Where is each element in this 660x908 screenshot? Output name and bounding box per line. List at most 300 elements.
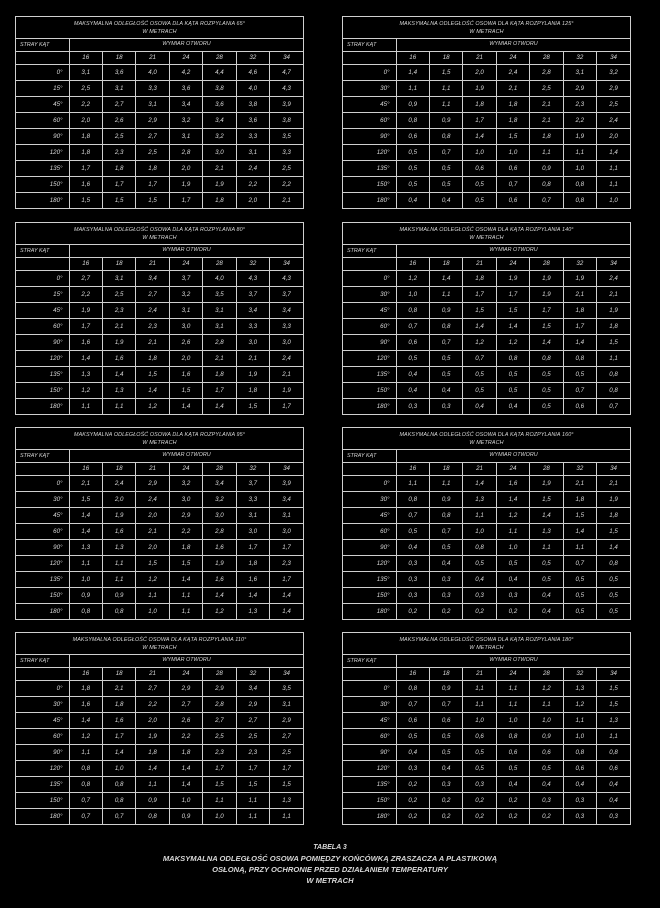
distance-cell: 1,9 bbox=[203, 177, 236, 193]
distance-cell: 2,4 bbox=[597, 271, 630, 287]
distance-cell: 0,5 bbox=[396, 145, 429, 161]
distance-cell: 0,8 bbox=[597, 556, 630, 572]
distance-cell: 3,0 bbox=[236, 524, 269, 540]
distance-cell: 3,1 bbox=[270, 697, 303, 713]
distance-cell: 1,8 bbox=[136, 745, 169, 761]
distance-cell: 2,8 bbox=[203, 524, 236, 540]
distance-cell: 0,4 bbox=[463, 572, 496, 588]
distance-cell: 1,2 bbox=[69, 729, 102, 745]
distance-cell: 1,5 bbox=[136, 193, 169, 209]
table-caption bbox=[40, 842, 620, 886]
distance-cell: 0,2 bbox=[463, 809, 496, 825]
table-row bbox=[343, 65, 630, 81]
distance-cell: 2,0 bbox=[69, 113, 102, 129]
distance-cell: 0,8 bbox=[396, 113, 429, 129]
distance-cell: 0,6 bbox=[463, 161, 496, 177]
distance-cell: 3,3 bbox=[236, 319, 269, 335]
angle-cell: 180° bbox=[343, 399, 396, 415]
distance-cell: 1,1 bbox=[563, 145, 596, 161]
table-title bbox=[16, 17, 303, 39]
distance-cell: 1,0 bbox=[563, 161, 596, 177]
distance-cell: 1,1 bbox=[530, 540, 563, 556]
table-row bbox=[343, 145, 630, 161]
distance-cell: 0,9 bbox=[396, 97, 429, 113]
size-cell: 21 bbox=[136, 463, 169, 476]
size-cell: 28 bbox=[530, 668, 563, 681]
distance-cell: 3,7 bbox=[270, 287, 303, 303]
distance-table-panel bbox=[15, 632, 304, 825]
distance-cell: 3,2 bbox=[169, 113, 202, 129]
table-row bbox=[16, 193, 303, 209]
angle-cell: 30° bbox=[343, 287, 396, 303]
distance-cell: 0,8 bbox=[396, 681, 429, 697]
distance-cell: 1,5 bbox=[102, 193, 135, 209]
table-header bbox=[343, 655, 630, 668]
distance-cell: 1,5 bbox=[136, 367, 169, 383]
distance-cell: 3,3 bbox=[236, 129, 269, 145]
distance-cell: 1,1 bbox=[69, 556, 102, 572]
table-row bbox=[343, 793, 630, 809]
table-row bbox=[16, 524, 303, 540]
distance-cell: 0,5 bbox=[530, 556, 563, 572]
distance-cell: 1,5 bbox=[530, 319, 563, 335]
angle-cell: 30° bbox=[16, 697, 69, 713]
table-row bbox=[16, 588, 303, 604]
distance-cell: 1,7 bbox=[463, 287, 496, 303]
distance-cell: 1,1 bbox=[496, 681, 529, 697]
angle-cell: 45° bbox=[16, 97, 69, 113]
distance-cell: 1,7 bbox=[69, 319, 102, 335]
distance-cell: 1,8 bbox=[203, 193, 236, 209]
distance-cell: 0,5 bbox=[429, 367, 462, 383]
distance-cell: 0,9 bbox=[429, 681, 462, 697]
distance-cell: 0,8 bbox=[396, 492, 429, 508]
distance-cell: 0,5 bbox=[429, 540, 462, 556]
angle-cell: 120° bbox=[16, 556, 69, 572]
table-row bbox=[343, 303, 630, 319]
distance-cell: 0,4 bbox=[530, 588, 563, 604]
distance-cell: 0,3 bbox=[563, 793, 596, 809]
distance-cell: 0,8 bbox=[563, 193, 596, 209]
table-row bbox=[343, 697, 630, 713]
table-row bbox=[16, 572, 303, 588]
distance-cell: 1,4 bbox=[236, 588, 269, 604]
distance-cell: 1,1 bbox=[236, 809, 269, 825]
distance-cell: 0,4 bbox=[597, 777, 630, 793]
size-cell: 16 bbox=[69, 668, 102, 681]
distance-cell: 2,2 bbox=[563, 113, 596, 129]
distance-cell: 2,9 bbox=[597, 81, 630, 97]
angle-cell: 0° bbox=[343, 65, 396, 81]
angle-cell: 150° bbox=[16, 383, 69, 399]
distance-table bbox=[343, 52, 630, 208]
distance-cell: 2,7 bbox=[236, 713, 269, 729]
distance-cell: 0,5 bbox=[463, 745, 496, 761]
distance-table-panel bbox=[15, 222, 304, 415]
distance-cell: 2,0 bbox=[136, 508, 169, 524]
size-cell: 24 bbox=[169, 668, 202, 681]
distance-cell: 0,5 bbox=[563, 572, 596, 588]
distance-cell: 1,5 bbox=[463, 303, 496, 319]
distance-cell: 0,3 bbox=[429, 572, 462, 588]
table-row bbox=[16, 777, 303, 793]
distance-cell: 1,3 bbox=[236, 604, 269, 620]
angle-cell: 135° bbox=[16, 367, 69, 383]
distance-cell: 0,5 bbox=[496, 761, 529, 777]
distance-cell: 2,1 bbox=[530, 97, 563, 113]
table-row bbox=[343, 492, 630, 508]
distance-cell: 0,5 bbox=[597, 604, 630, 620]
table-row bbox=[343, 556, 630, 572]
table-row bbox=[16, 161, 303, 177]
distance-cell: 1,4 bbox=[463, 129, 496, 145]
table-title bbox=[343, 633, 630, 655]
distance-cell: 3,1 bbox=[136, 97, 169, 113]
distance-cell: 1,6 bbox=[496, 476, 529, 492]
distance-cell: 2,8 bbox=[203, 335, 236, 351]
distance-cell: 3,0 bbox=[270, 524, 303, 540]
distance-cell: 1,7 bbox=[530, 303, 563, 319]
distance-table bbox=[16, 52, 303, 208]
distance-cell: 1,7 bbox=[203, 761, 236, 777]
table-row bbox=[343, 399, 630, 415]
distance-cell: 1,4 bbox=[169, 777, 202, 793]
distance-cell: 1,5 bbox=[69, 492, 102, 508]
distance-cell: 0,8 bbox=[563, 745, 596, 761]
table-title bbox=[16, 223, 303, 245]
angle-cell: 135° bbox=[16, 777, 69, 793]
distance-cell: 1,5 bbox=[563, 508, 596, 524]
distance-cell: 0,8 bbox=[102, 777, 135, 793]
distance-cell: 1,4 bbox=[597, 145, 630, 161]
distance-cell: 1,5 bbox=[597, 335, 630, 351]
angle-cell: 180° bbox=[16, 399, 69, 415]
distance-cell: 1,6 bbox=[102, 351, 135, 367]
table-header bbox=[16, 245, 303, 258]
distance-cell: 0,6 bbox=[396, 335, 429, 351]
distance-cell: 3,0 bbox=[203, 145, 236, 161]
angle-column-header: STRAY KĄT bbox=[16, 245, 70, 257]
distance-cell: 2,0 bbox=[236, 193, 269, 209]
angle-cell: 30° bbox=[343, 697, 396, 713]
distance-cell: 1,7 bbox=[169, 193, 202, 209]
table-row bbox=[16, 745, 303, 761]
distance-table-panel bbox=[15, 427, 304, 620]
distance-cell: 2,1 bbox=[236, 351, 269, 367]
angle-cell: 150° bbox=[343, 383, 396, 399]
distance-cell: 0,9 bbox=[429, 492, 462, 508]
distance-cell: 1,2 bbox=[69, 383, 102, 399]
distance-cell: 0,8 bbox=[530, 351, 563, 367]
table-row bbox=[343, 572, 630, 588]
distance-cell: 1,9 bbox=[563, 271, 596, 287]
distance-cell: 1,5 bbox=[169, 556, 202, 572]
distance-cell: 1,4 bbox=[597, 540, 630, 556]
distance-cell: 1,4 bbox=[270, 588, 303, 604]
distance-cell: 2,8 bbox=[203, 697, 236, 713]
angle-column-header: STRAY KĄT bbox=[343, 39, 397, 51]
distance-cell: 0,5 bbox=[396, 524, 429, 540]
distance-cell: 2,9 bbox=[563, 81, 596, 97]
distance-cell: 2,9 bbox=[203, 681, 236, 697]
distance-table-panel bbox=[342, 222, 631, 415]
distance-cell: 1,9 bbox=[102, 508, 135, 524]
size-cell: 28 bbox=[203, 258, 236, 271]
distance-cell: 2,0 bbox=[102, 492, 135, 508]
angle-cell: 90° bbox=[16, 540, 69, 556]
table-header bbox=[343, 245, 630, 258]
size-cell: 28 bbox=[203, 463, 236, 476]
distance-cell: 1,1 bbox=[563, 713, 596, 729]
caption-line-3: W METRACH bbox=[306, 876, 354, 885]
distance-cell: 1,4 bbox=[69, 351, 102, 367]
size-cell: 32 bbox=[563, 52, 596, 65]
distance-cell: 1,2 bbox=[496, 335, 529, 351]
distance-cell: 1,7 bbox=[102, 729, 135, 745]
distance-cell: 0,6 bbox=[463, 729, 496, 745]
table-row bbox=[343, 540, 630, 556]
distance-cell: 0,8 bbox=[429, 319, 462, 335]
distance-cell: 0,8 bbox=[69, 761, 102, 777]
distance-cell: 3,2 bbox=[203, 129, 236, 145]
table-row bbox=[343, 271, 630, 287]
distance-cell: 0,4 bbox=[530, 777, 563, 793]
distance-cell: 1,9 bbox=[270, 383, 303, 399]
distance-cell: 1,8 bbox=[496, 113, 529, 129]
distance-cell: 0,6 bbox=[496, 193, 529, 209]
distance-cell: 2,0 bbox=[463, 65, 496, 81]
distance-cell: 2,2 bbox=[169, 729, 202, 745]
distance-cell: 1,2 bbox=[136, 572, 169, 588]
distance-cell: 2,4 bbox=[597, 113, 630, 129]
distance-table bbox=[16, 258, 303, 414]
distance-cell: 0,5 bbox=[496, 556, 529, 572]
orifice-size-header: WYMIAR OTWORU bbox=[162, 657, 211, 663]
table-row bbox=[16, 351, 303, 367]
distance-cell: 3,1 bbox=[69, 65, 102, 81]
size-cell: 24 bbox=[169, 463, 202, 476]
distance-cell: 0,8 bbox=[597, 383, 630, 399]
distance-cell: 0,2 bbox=[463, 604, 496, 620]
size-cell: 32 bbox=[563, 463, 596, 476]
distance-cell: 0,5 bbox=[597, 572, 630, 588]
distance-cell: 1,2 bbox=[496, 508, 529, 524]
distance-cell: 0,8 bbox=[136, 809, 169, 825]
table-title bbox=[343, 223, 630, 245]
angle-cell: 90° bbox=[16, 129, 69, 145]
distance-cell: 1,0 bbox=[69, 572, 102, 588]
distance-cell: 0,5 bbox=[396, 351, 429, 367]
angle-cell: 0° bbox=[343, 681, 396, 697]
distance-cell: 0,5 bbox=[429, 745, 462, 761]
distance-cell: 0,5 bbox=[429, 351, 462, 367]
distance-cell: 2,8 bbox=[530, 65, 563, 81]
distance-cell: 0,5 bbox=[563, 604, 596, 620]
distance-cell: 2,9 bbox=[136, 476, 169, 492]
distance-cell: 2,3 bbox=[563, 97, 596, 113]
distance-cell: 0,8 bbox=[102, 604, 135, 620]
size-cell: 21 bbox=[463, 52, 496, 65]
distance-cell: 1,1 bbox=[203, 793, 236, 809]
distance-cell: 2,2 bbox=[270, 177, 303, 193]
distance-cell: 0,2 bbox=[496, 793, 529, 809]
table-row bbox=[16, 508, 303, 524]
distance-cell: 0,3 bbox=[396, 761, 429, 777]
distance-cell: 1,9 bbox=[236, 367, 269, 383]
orifice-size-header: WYMIAR OTWORU bbox=[162, 41, 211, 47]
table-row bbox=[343, 97, 630, 113]
distance-cell: 2,3 bbox=[136, 319, 169, 335]
distance-cell: 0,4 bbox=[429, 193, 462, 209]
distance-cell: 2,9 bbox=[169, 681, 202, 697]
distance-cell: 1,4 bbox=[169, 761, 202, 777]
distance-cell: 1,1 bbox=[563, 540, 596, 556]
angle-cell: 120° bbox=[16, 761, 69, 777]
distance-cell: 0,2 bbox=[530, 809, 563, 825]
distance-table-panel bbox=[15, 16, 304, 209]
distance-cell: 3,4 bbox=[270, 492, 303, 508]
distance-cell: 0,2 bbox=[396, 793, 429, 809]
distance-cell: 2,1 bbox=[597, 476, 630, 492]
size-cell: 18 bbox=[102, 668, 135, 681]
table-title-text: MAKSYMALNA ODLEGŁOŚĆ OSOWA DLA KĄTA ROZPYLANIA 180° bbox=[399, 636, 574, 643]
distance-cell: 1,0 bbox=[203, 809, 236, 825]
blank-cell bbox=[16, 463, 69, 476]
distance-cell: 2,1 bbox=[563, 287, 596, 303]
table-row bbox=[343, 745, 630, 761]
size-cell: 34 bbox=[597, 258, 630, 271]
table-header bbox=[16, 655, 303, 668]
size-cell: 21 bbox=[463, 258, 496, 271]
distance-cell: 3,6 bbox=[102, 65, 135, 81]
distance-cell: 1,8 bbox=[102, 697, 135, 713]
distance-cell: 1,1 bbox=[136, 777, 169, 793]
table-row bbox=[343, 476, 630, 492]
angle-cell: 15° bbox=[16, 287, 69, 303]
distance-cell: 1,5 bbox=[429, 65, 462, 81]
distance-cell: 1,5 bbox=[203, 777, 236, 793]
size-cell: 16 bbox=[69, 463, 102, 476]
distance-cell: 3,4 bbox=[136, 271, 169, 287]
table-row bbox=[16, 271, 303, 287]
distance-cell: 3,1 bbox=[270, 508, 303, 524]
angle-cell: 60° bbox=[343, 319, 396, 335]
table-title-text: MAKSYMALNA ODLEGŁOŚĆ OSOWA DLA KĄTA ROZPYLANIA 110° bbox=[72, 636, 247, 643]
angle-cell: 180° bbox=[16, 604, 69, 620]
angle-cell: 60° bbox=[16, 113, 69, 129]
distance-cell: 1,7 bbox=[236, 761, 269, 777]
distance-cell: 1,4 bbox=[203, 588, 236, 604]
distance-cell: 0,8 bbox=[530, 177, 563, 193]
size-cell: 34 bbox=[597, 463, 630, 476]
distance-cell: 0,3 bbox=[396, 572, 429, 588]
table-row bbox=[16, 367, 303, 383]
blank-cell bbox=[343, 668, 396, 681]
distance-cell: 3,2 bbox=[169, 476, 202, 492]
table-row bbox=[343, 177, 630, 193]
distance-cell: 3,1 bbox=[169, 129, 202, 145]
distance-cell: 3,8 bbox=[236, 97, 269, 113]
distance-cell: 0,6 bbox=[396, 713, 429, 729]
distance-cell: 1,7 bbox=[563, 319, 596, 335]
distance-cell: 1,4 bbox=[102, 367, 135, 383]
angle-cell: 90° bbox=[343, 745, 396, 761]
size-cell: 16 bbox=[396, 668, 429, 681]
distance-cell: 1,1 bbox=[102, 572, 135, 588]
distance-cell: 1,4 bbox=[530, 508, 563, 524]
distance-cell: 0,7 bbox=[429, 145, 462, 161]
distance-cell: 1,1 bbox=[429, 287, 462, 303]
distance-cell: 0,3 bbox=[463, 777, 496, 793]
angle-cell: 60° bbox=[16, 729, 69, 745]
distance-cell: 0,7 bbox=[530, 193, 563, 209]
distance-cell: 1,2 bbox=[463, 335, 496, 351]
orifice-size-header: WYMIAR OTWORU bbox=[162, 247, 211, 253]
distance-cell: 1,4 bbox=[203, 399, 236, 415]
distance-cell: 2,2 bbox=[69, 287, 102, 303]
distance-cell: 2,3 bbox=[236, 745, 269, 761]
distance-cell: 0,9 bbox=[429, 113, 462, 129]
distance-cell: 0,4 bbox=[597, 793, 630, 809]
distance-cell: 1,1 bbox=[597, 729, 630, 745]
size-row bbox=[343, 52, 630, 65]
distance-cell: 0,5 bbox=[496, 383, 529, 399]
distance-cell: 0,4 bbox=[429, 383, 462, 399]
distance-cell: 0,2 bbox=[463, 793, 496, 809]
angle-cell: 135° bbox=[343, 367, 396, 383]
angle-cell: 30° bbox=[343, 492, 396, 508]
size-cell: 32 bbox=[236, 258, 269, 271]
distance-cell: 0,3 bbox=[429, 399, 462, 415]
distance-cell: 0,7 bbox=[69, 793, 102, 809]
distance-cell: 0,6 bbox=[496, 161, 529, 177]
distance-cell: 1,8 bbox=[136, 161, 169, 177]
blank-cell bbox=[16, 668, 69, 681]
table-row bbox=[343, 383, 630, 399]
angle-cell: 30° bbox=[343, 81, 396, 97]
distance-table-panel bbox=[342, 427, 631, 620]
distance-cell: 0,8 bbox=[597, 745, 630, 761]
size-cell: 32 bbox=[563, 258, 596, 271]
table-header bbox=[343, 450, 630, 463]
table-row bbox=[343, 809, 630, 825]
angle-cell: 180° bbox=[343, 193, 396, 209]
size-cell: 18 bbox=[102, 463, 135, 476]
distance-cell: 1,1 bbox=[463, 508, 496, 524]
angle-cell: 0° bbox=[16, 65, 69, 81]
angle-cell: 180° bbox=[16, 809, 69, 825]
distance-cell: 1,8 bbox=[236, 383, 269, 399]
distance-cell: 0,7 bbox=[69, 809, 102, 825]
distance-cell: 2,5 bbox=[69, 81, 102, 97]
distance-cell: 0,8 bbox=[69, 777, 102, 793]
distance-cell: 2,5 bbox=[236, 729, 269, 745]
distance-cell: 0,5 bbox=[530, 399, 563, 415]
distance-cell: 0,4 bbox=[563, 777, 596, 793]
distance-cell: 0,7 bbox=[396, 508, 429, 524]
angle-cell: 0° bbox=[16, 271, 69, 287]
distance-cell: 1,4 bbox=[496, 319, 529, 335]
table-row bbox=[343, 588, 630, 604]
angle-cell: 45° bbox=[16, 508, 69, 524]
angle-cell: 135° bbox=[16, 572, 69, 588]
angle-cell: 150° bbox=[343, 588, 396, 604]
table-row bbox=[16, 492, 303, 508]
distance-cell: 0,2 bbox=[429, 809, 462, 825]
table-row bbox=[16, 97, 303, 113]
distance-cell: 1,4 bbox=[69, 508, 102, 524]
distance-table bbox=[343, 258, 630, 414]
